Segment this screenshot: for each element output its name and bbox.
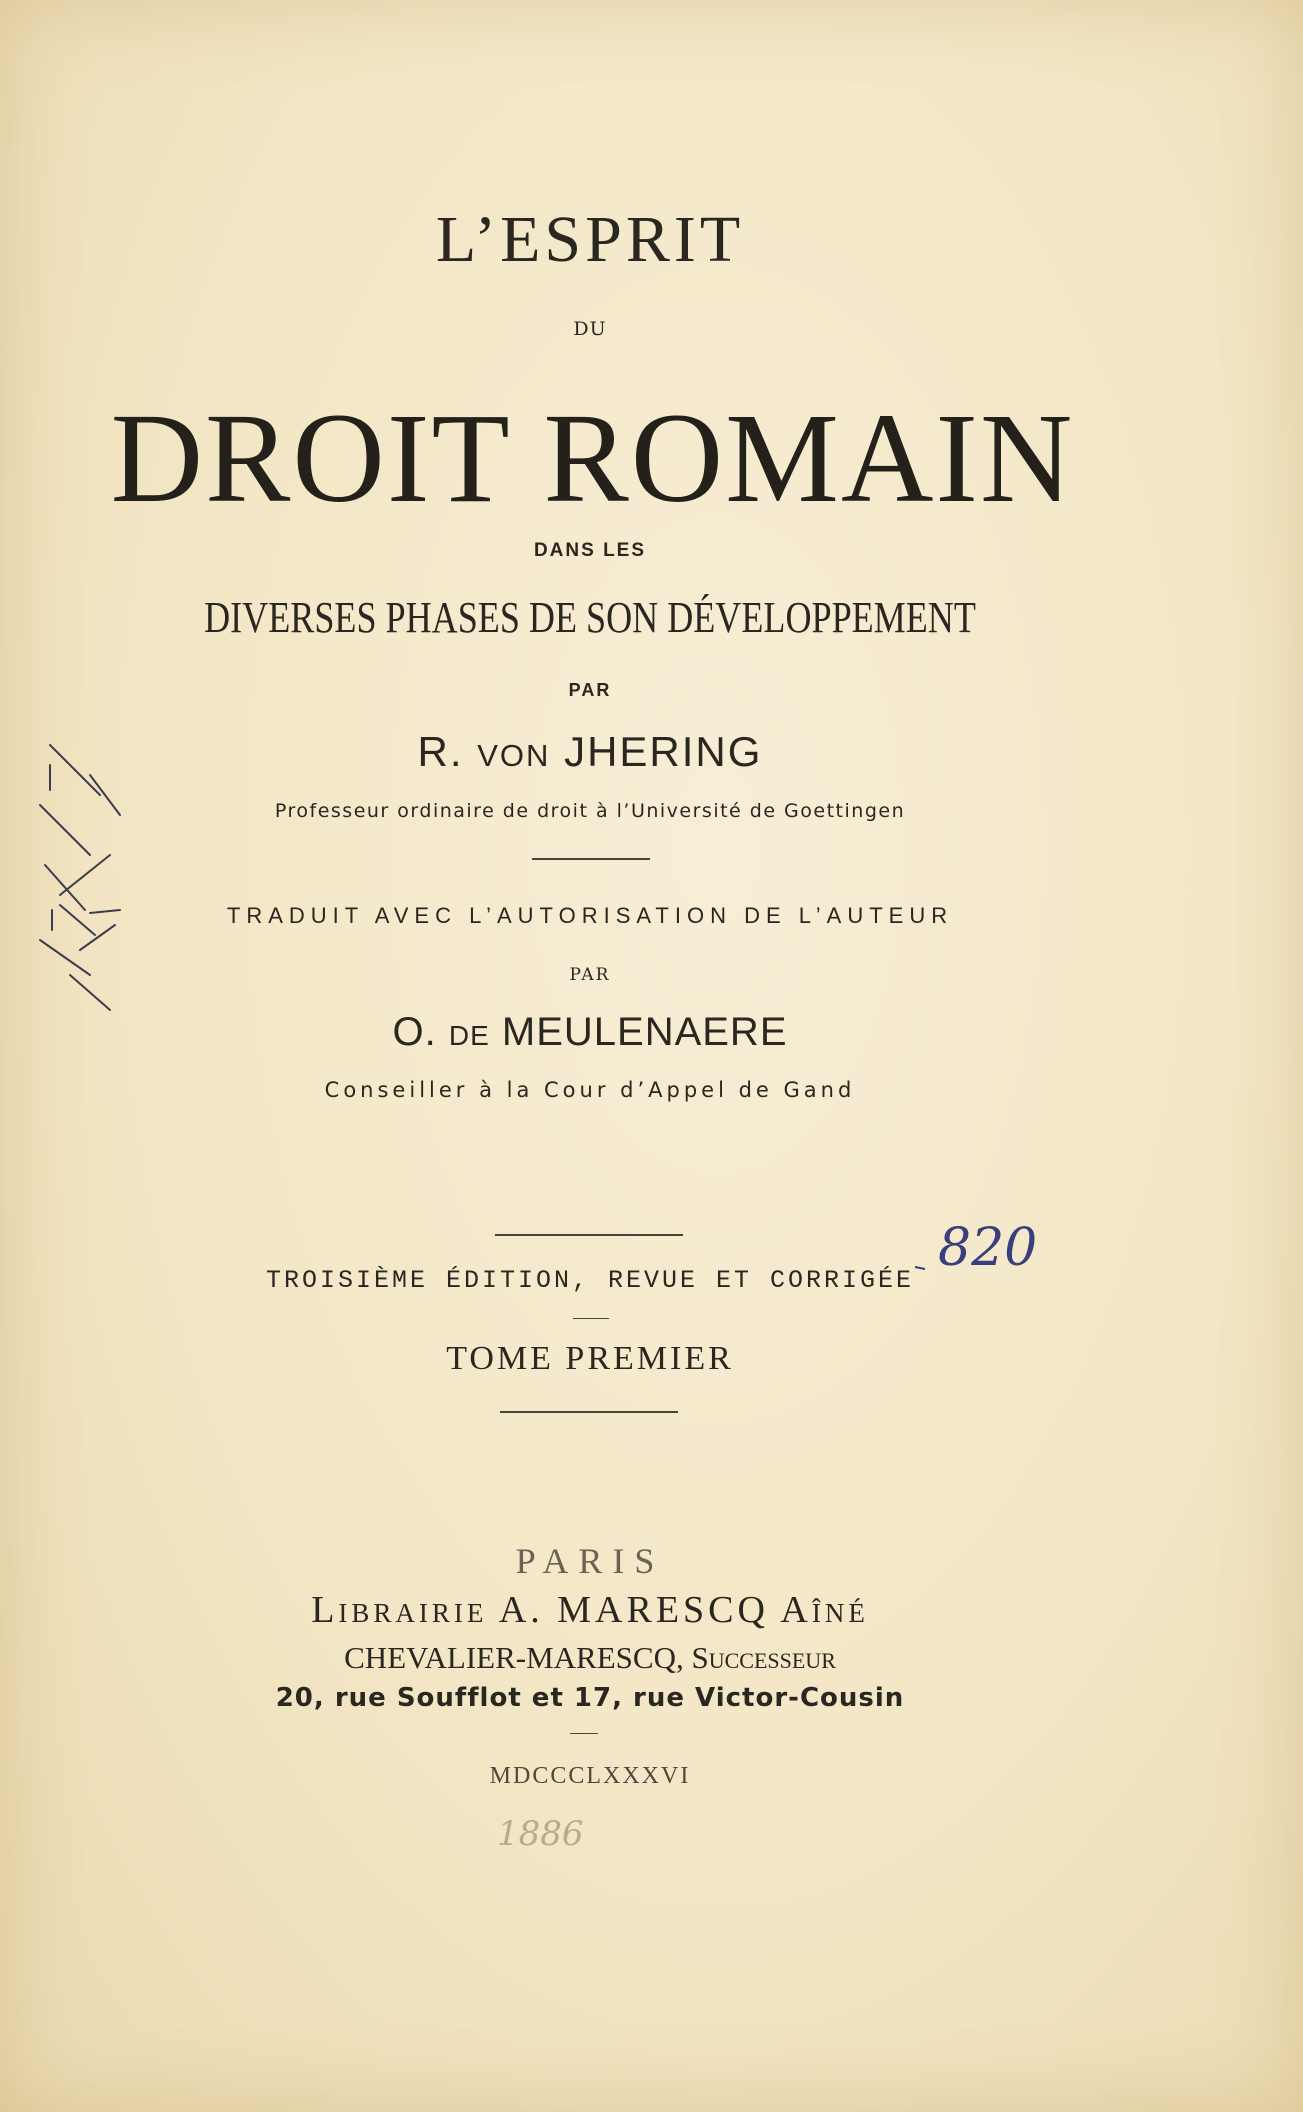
imprint-city: PARIS — [515, 1541, 665, 1581]
divider-rule — [500, 1411, 678, 1413]
handwritten-number-text: 820 — [938, 1218, 1038, 1278]
librairie-rest: IBRAIRIE — [338, 1598, 488, 1628]
short-dash — [570, 1733, 598, 1734]
author-surname: JHERING — [564, 728, 763, 775]
librairie-initial: L — [311, 1589, 339, 1631]
successor-name: CHEVALIER-MARESCQ, — [344, 1640, 684, 1675]
imprint-successor — [0, 1640, 1180, 1676]
author-name — [0, 728, 1180, 776]
translator-particle: DE — [448, 1020, 490, 1051]
title-dans-les: DANS LES — [533, 540, 647, 561]
title-du: DU — [573, 318, 607, 340]
successor-rest: UCCESSEUR — [708, 1648, 836, 1673]
volume-label: TOME PREMIER — [446, 1340, 734, 1377]
faint-year-text: 1886 — [497, 1814, 584, 1854]
divider-rule — [532, 858, 650, 860]
author-title: Professeur ordinaire de droit à l’Université de Goettingen — [274, 800, 906, 822]
divider-rule — [495, 1234, 683, 1236]
translator-by-label: PAR — [569, 965, 611, 985]
translation-note: TRADUIT AVEC L’AUTORISATION DE L’AUTEUR — [226, 903, 954, 928]
publisher-name: A. MARESCQ — [498, 1589, 769, 1631]
main-title: DROIT ROMAIN — [110, 387, 1075, 529]
edition-statement: TROISIÈME ÉDITION, REVUE ET CORRIGÉE — [265, 1266, 915, 1295]
short-dash — [573, 1318, 609, 1319]
imprint-address: 20, rue Soufflot et 17, rue Victor-Cousin — [275, 1683, 905, 1713]
by-label: PAR — [568, 680, 612, 700]
translator-title: Conseiller à la Cour d’Appel de Gand — [324, 1078, 856, 1102]
imprint-publisher — [0, 1588, 1180, 1632]
translator-initial: O. — [392, 1010, 437, 1054]
aine-initial: A — [780, 1589, 812, 1631]
author-particle: VON — [477, 738, 551, 773]
translator-surname: MEULENAERE — [501, 1010, 788, 1054]
subtitle: DIVERSES PHASES DE SON DÉVELOPPEMENT — [204, 593, 976, 642]
faint-handwritten-year — [492, 1805, 612, 1855]
translator-name — [0, 1010, 1180, 1055]
handwritten-number — [910, 1205, 1060, 1285]
successor-initial: S — [691, 1640, 709, 1675]
aine-rest: ÎNÉ — [811, 1598, 869, 1628]
imprint-year: MDCCCLXXXVI — [489, 1763, 691, 1789]
author-initial: R. — [417, 728, 464, 775]
title-esprit: L’ESPRIT — [435, 203, 745, 276]
handwritten-margin-mark — [30, 735, 150, 1015]
